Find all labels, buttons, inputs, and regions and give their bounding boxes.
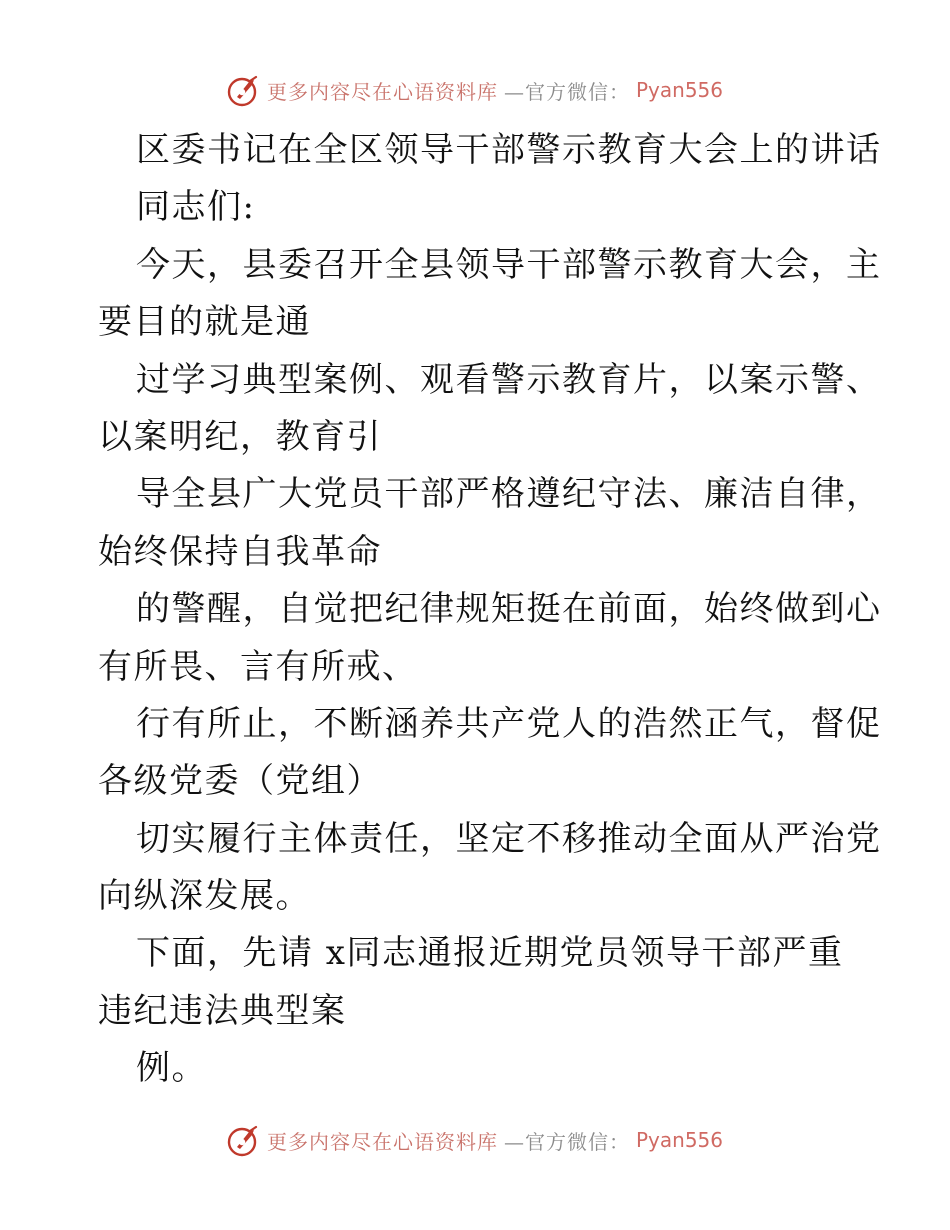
document-line: 以案明纪，教育引 <box>98 416 382 457</box>
document-line: 下面，先请 x同志通报近期党员领导干部严重 <box>136 933 844 974</box>
document-body <box>98 122 882 1098</box>
banner-wechat-handle: Pyan556 <box>635 1128 723 1152</box>
document-line: 切实履行主体责任，坚定不移推动全面从严治党 <box>136 818 882 859</box>
document-line: 同志们: <box>136 187 256 228</box>
document-line: 今天，县委召开全县领导干部警示教育大会，主 <box>136 244 882 285</box>
banner-library-text: 更多内容尽在心语资料库 <box>266 1129 498 1154</box>
document-line: 违纪违法典型案 <box>98 990 347 1031</box>
document-line: 例。 <box>136 1048 207 1089</box>
pen-nib-logo-icon <box>227 1123 261 1157</box>
document-line: 向纵深发展。 <box>98 876 311 917</box>
banner-library-text: 更多内容尽在心语资料库 <box>266 79 498 104</box>
document-line: 各级党委（党组） <box>98 761 382 802</box>
header-banner <box>0 70 950 110</box>
document-line: 过学习典型案例、观看警示教育片，以案示警、 <box>136 359 882 400</box>
banner-official-text: —官方微信： <box>503 79 630 104</box>
footer-banner <box>0 1120 950 1160</box>
document-line: 始终保持自我革命 <box>98 531 382 572</box>
document-line: 的警醒，自觉把纪律规矩挺在前面，始终做到心 <box>136 589 882 630</box>
banner-official-text: —官方微信： <box>503 1129 630 1154</box>
document-line: 导全县广大党员干部严格遵纪守法、廉洁自律， <box>136 474 882 515</box>
document-line: 有所畏、言有所戒、 <box>98 646 418 687</box>
document-title: 区委书记在全区领导干部警示教育大会上的讲话 <box>136 130 882 170</box>
banner-wechat-handle: Pyan556 <box>635 78 723 102</box>
pen-nib-logo-icon <box>227 73 261 107</box>
document-line: 要目的就是通 <box>98 302 311 343</box>
document-line: 行有所止，不断涵养共产党人的浩然正气，督促 <box>136 703 882 744</box>
